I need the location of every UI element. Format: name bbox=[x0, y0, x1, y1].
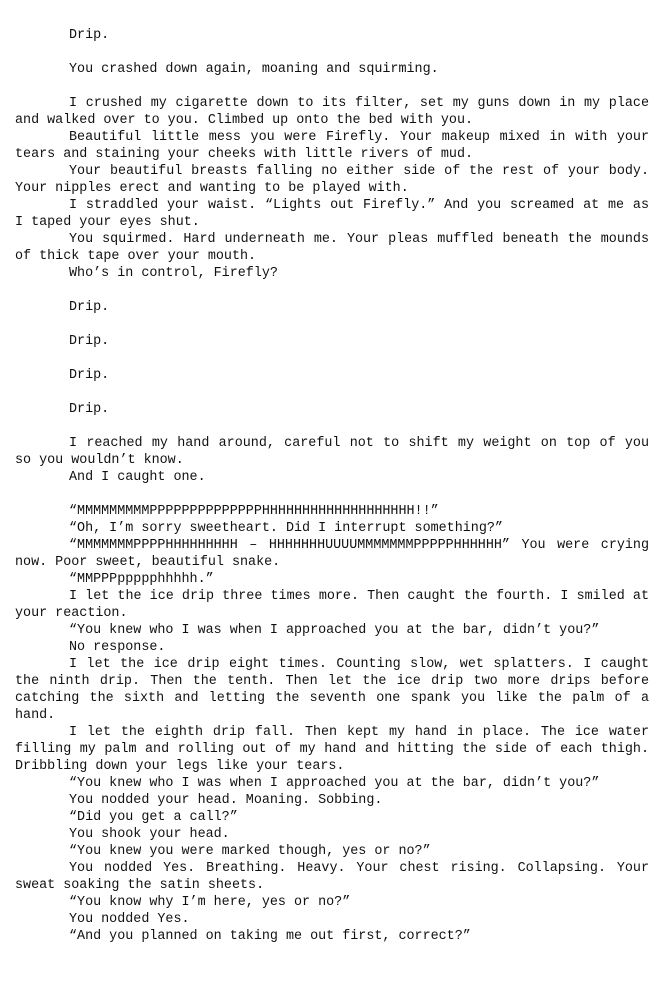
paragraph-text: Drip. bbox=[69, 368, 110, 383]
paragraph bbox=[15, 588, 649, 622]
paragraph bbox=[15, 333, 649, 350]
paragraph-text: “MMMMMMMPPPPHHHHHHHHH – HHHHHHHUUUUMMMMMMMPPPPPHHHHHH” You were crying now. Poor sweet, beautiful snake. bbox=[15, 538, 649, 570]
paragraph-text: “Did you get a call?” bbox=[69, 810, 238, 825]
paragraph-text: You nodded Yes. bbox=[69, 912, 190, 927]
paragraph bbox=[15, 792, 649, 809]
paragraph bbox=[15, 231, 649, 265]
paragraph-text: “And you planned on taking me out first, correct?” bbox=[69, 929, 471, 944]
paragraph bbox=[15, 571, 649, 588]
paragraph bbox=[15, 826, 649, 843]
paragraph-text: Drip. bbox=[69, 402, 110, 417]
paragraph-gap bbox=[15, 350, 649, 367]
paragraph-gap bbox=[15, 282, 649, 299]
paragraph bbox=[15, 299, 649, 316]
paragraph-text: Your beautiful breasts falling no either side of the rest of your body. Your nipples erect and wanting to be played with. bbox=[15, 164, 649, 196]
paragraph bbox=[15, 894, 649, 911]
paragraph-text: You crashed down again, moaning and squirming. bbox=[69, 62, 439, 77]
paragraph bbox=[15, 928, 649, 945]
paragraph-gap bbox=[15, 384, 649, 401]
paragraph bbox=[15, 401, 649, 418]
paragraph-text: I crushed my cigarette down to its filter, set my guns down in my place and walked over to you. Climbed up onto the bed with you. bbox=[15, 96, 649, 128]
paragraph-gap bbox=[15, 418, 649, 435]
paragraph-text: You nodded Yes. Breathing. Heavy. Your chest rising. Collapsing. Your sweat soaking the satin sheets. bbox=[15, 861, 649, 893]
paragraph-text: You squirmed. Hard underneath me. Your pleas muffled beneath the mounds of thick tape over your mouth. bbox=[15, 232, 649, 264]
paragraph-text: Drip. bbox=[69, 334, 110, 349]
paragraph bbox=[15, 469, 649, 486]
paragraph-text: “Oh, I’m sorry sweetheart. Did I interrupt something?” bbox=[69, 521, 503, 536]
paragraph bbox=[15, 622, 649, 639]
paragraph bbox=[15, 724, 649, 775]
paragraph-text: “MMPPPppppphhhhh.” bbox=[69, 572, 214, 587]
paragraph bbox=[15, 775, 649, 792]
paragraph bbox=[15, 503, 649, 520]
paragraph-gap bbox=[15, 316, 649, 333]
paragraph bbox=[15, 61, 649, 78]
paragraph-text: I let the ice drip three times more. Then caught the fourth. I smiled at your reaction. bbox=[15, 589, 649, 621]
paragraph-text: “You knew you were marked though, yes or no?” bbox=[69, 844, 431, 859]
manuscript-body bbox=[15, 27, 649, 945]
paragraph-text: “You knew who I was when I approached you at the bar, didn’t you?” bbox=[69, 623, 600, 638]
paragraph bbox=[15, 265, 649, 282]
paragraph bbox=[15, 163, 649, 197]
paragraph bbox=[15, 435, 649, 469]
paragraph bbox=[15, 537, 649, 571]
paragraph-text: Who’s in control, Firefly? bbox=[69, 266, 278, 281]
paragraph-text: No response. bbox=[69, 640, 166, 655]
paragraph bbox=[15, 27, 649, 44]
paragraph-text: You shook your head. bbox=[69, 827, 230, 842]
paragraph-text: I let the ice drip eight times. Counting slow, wet splatters. I caught the ninth drip. Then the tenth. Then let the ice drip two more drips before catching the sixth and letting the seventh one spank you like the palm of a hand. bbox=[15, 657, 649, 723]
paragraph-text: “MMMMMMMMMPPPPPPPPPPPPPPHHHHHHHHHHHHHHHHHHH!!” bbox=[69, 504, 439, 519]
paragraph bbox=[15, 197, 649, 231]
paragraph bbox=[15, 367, 649, 384]
paragraph-text: “You know why I’m here, yes or no?” bbox=[69, 895, 351, 910]
paragraph-text: Drip. bbox=[69, 28, 110, 43]
paragraph-text: “You knew who I was when I approached you at the bar, didn’t you?” bbox=[69, 776, 600, 791]
paragraph-gap bbox=[15, 44, 649, 61]
paragraph bbox=[15, 843, 649, 860]
paragraph bbox=[15, 639, 649, 656]
paragraph bbox=[15, 809, 649, 826]
paragraph bbox=[15, 520, 649, 537]
paragraph-text: You nodded your head. Moaning. Sobbing. bbox=[69, 793, 383, 808]
paragraph-text: I let the eighth drip fall. Then kept my hand in place. The ice water filling my palm and rolling out of my hand and hitting the side of each thigh. Dribbling down your legs like your tears. bbox=[15, 725, 649, 774]
paragraph-gap bbox=[15, 78, 649, 95]
paragraph-text: I straddled your waist. “Lights out Firefly.” And you screamed at me as I taped your eyes shut. bbox=[15, 198, 649, 230]
paragraph-text: I reached my hand around, careful not to shift my weight on top of you so you wouldn’t know. bbox=[15, 436, 649, 468]
paragraph-text: Beautiful little mess you were Firefly. Your makeup mixed in with your tears and staining your cheeks with little rivers of mud. bbox=[15, 130, 649, 162]
paragraph-gap bbox=[15, 486, 649, 503]
paragraph-text: Drip. bbox=[69, 300, 110, 315]
paragraph bbox=[15, 656, 649, 724]
paragraph bbox=[15, 95, 649, 129]
paragraph bbox=[15, 911, 649, 928]
paragraph bbox=[15, 129, 649, 163]
paragraph-text: And I caught one. bbox=[69, 470, 206, 485]
paragraph bbox=[15, 860, 649, 894]
